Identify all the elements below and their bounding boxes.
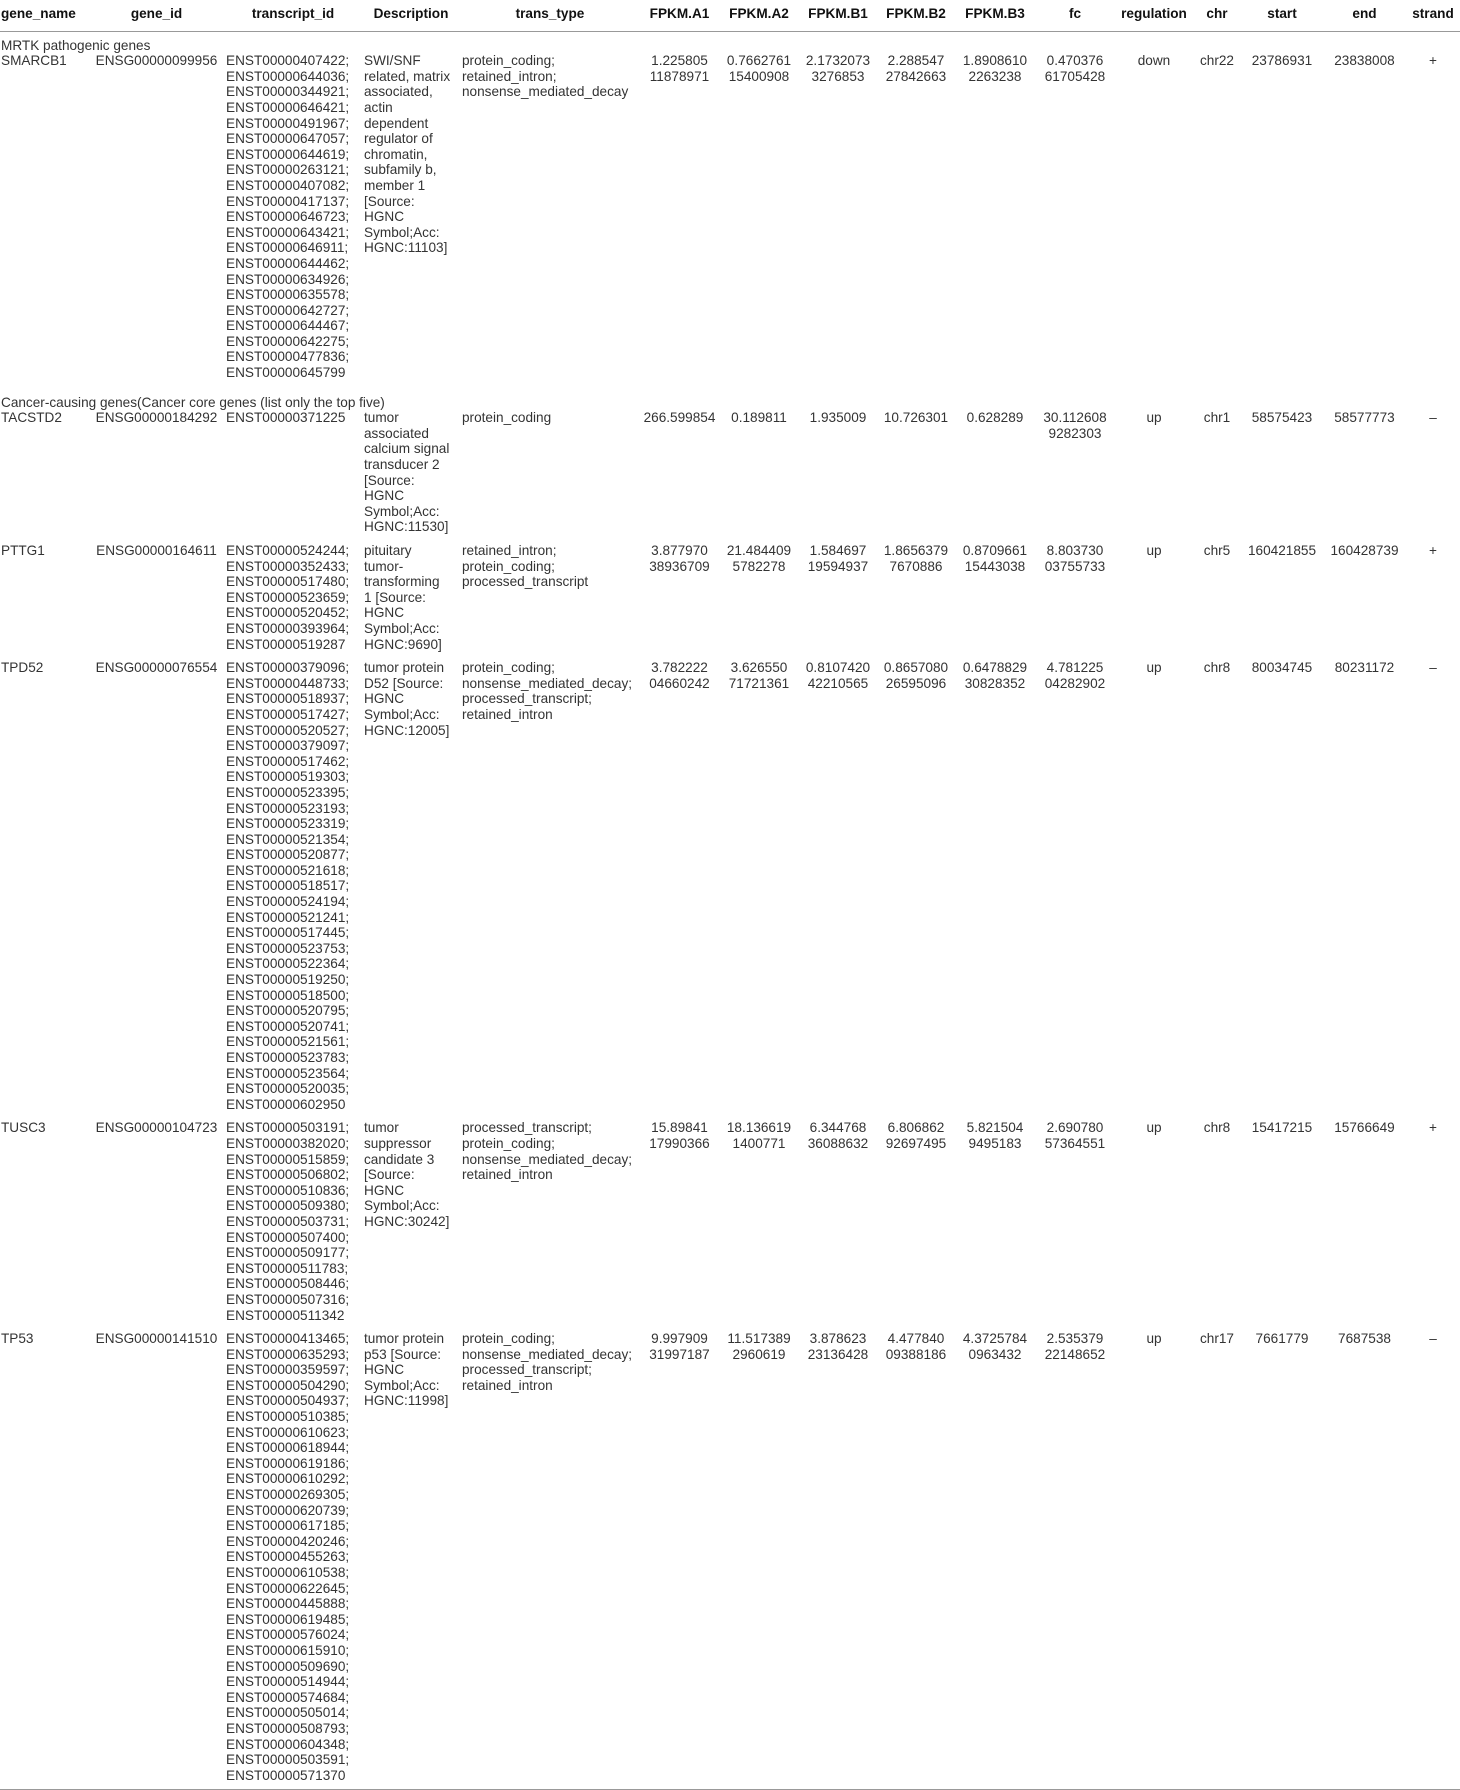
- header-row: [0, 0, 1460, 31]
- transcript-id-cell: ENST00000524244; ENST00000352433; ENST00000517480; ENST00000523659; ENST00000520452; ENST00000393964; ENST00000519287: [226, 543, 350, 652]
- header-fpkm-b3: FPKM.B3: [955, 0, 1035, 31]
- strand-cell: +: [1429, 53, 1437, 69]
- description-cell: tumor protein p53 [Source: HGNC Symbol;Acc: HGNC:11998]: [362, 1331, 460, 1790]
- fpkm-a1-cell: 3.782222 04660242: [649, 660, 710, 691]
- regulation-cell: up: [1146, 660, 1162, 676]
- transcript-id-cell: ENST00000413465; ENST00000635293; ENST00000359597; ENST00000504290; ENST00000504937; ENST00000510385; ENST00000610623; ENST00000618944; ENST00000619186; ENST00000610292; ENST00000269305; ENST00000620739; ENST00000617185; ENST00000420246; ENST00000455263; ENST00000610538; ENST00000622645; ENST00000445888; ENST00000619485; ENST00000576024; ENST00000615910; ENST00000509690; ENST00000514944; ENST00000574684; ENST00000505014; ENST00000508793; ENST00000604348; ENST00000503591; ENST00000571370: [224, 1331, 362, 1790]
- regulation-cell: up: [1115, 1331, 1193, 1790]
- table-row: [0, 543, 1460, 660]
- trans-type-cell: processed_transcript; protein_coding; nonsense_mediated_decay; retained_intron: [462, 1120, 633, 1183]
- fpkm-b2-cell: 10.726301: [883, 410, 949, 426]
- table-row: [0, 53, 1460, 388]
- description-cell: tumor protein D52 [Source: HGNC Symbol;Acc: HGNC:12005]: [364, 660, 450, 738]
- fpkm-b3-cell: 1.8908610 2263238: [962, 53, 1028, 84]
- fpkm-a2-cell: 18.136619 1400771: [726, 1120, 792, 1151]
- fpkm-b2-cell: 6.806862 92697495: [885, 1120, 947, 1151]
- trans-type-cell: protein_coding; retained_intron; nonsense_mediated_decay: [462, 53, 629, 100]
- strand-cell: +: [1429, 543, 1437, 558]
- fpkm-b3-cell: 0.6478829 30828352: [962, 660, 1028, 691]
- fpkm-a2-cell: 0.7662761 15400908: [726, 53, 792, 84]
- header-fpkm-a2: FPKM.A2: [719, 0, 799, 31]
- strand-cell: –: [1429, 660, 1437, 676]
- strand-cell: –: [1406, 1331, 1460, 1790]
- header-strand: strand: [1406, 0, 1460, 31]
- trans-type-cell: protein_coding; nonsense_mediated_decay; processed_transcript; retained_intron: [460, 1331, 640, 1790]
- end-cell: 23838008: [1334, 53, 1395, 69]
- fpkm-b2-cell: 2.288547 27842663: [885, 53, 947, 84]
- fpkm-a1-cell: 266.599854: [643, 410, 716, 426]
- fpkm-b2-cell: 4.477840 09388186: [877, 1331, 955, 1790]
- chr-cell: chr1: [1203, 410, 1231, 426]
- start-cell: 58575423: [1251, 410, 1313, 426]
- start-cell: 15417215: [1251, 1120, 1313, 1136]
- end-cell: 160428739: [1330, 543, 1399, 558]
- transcript-id-cell: ENST00000407422; ENST00000644036; ENST00000344921; ENST00000646421; ENST00000491967; ENST00000647057; ENST00000644619; ENST00000263121; ENST00000407082; ENST00000417137; ENST00000646723; ENST00000643421; ENST00000646911; ENST00000644462; ENST00000634926; ENST00000635578; ENST00000642727; ENST00000644467; ENST00000642275; ENST00000477836; ENST00000645799: [226, 53, 350, 381]
- fpkm-a1-cell: 1.225805 11878971: [649, 53, 710, 84]
- regulation-cell: up: [1146, 410, 1162, 426]
- fc-cell: 4.781225 04282902: [1044, 660, 1106, 691]
- chr-cell: chr5: [1203, 543, 1231, 558]
- regulation-cell: up: [1146, 1120, 1162, 1136]
- section-header-row: [0, 389, 1460, 411]
- section-title: Cancer-causing genes(Cancer core genes (list only the top five): [1, 394, 385, 410]
- transcript-id-cell: ENST00000379096; ENST00000448733; ENST00000518937; ENST00000517427; ENST00000520527; ENST00000379097; ENST00000517462; ENST00000519303; ENST00000523395; ENST00000523193; ENST00000523319; ENST00000521354; ENST00000520877; ENST00000521618; ENST00000518517; ENST00000524194; ENST00000521241; ENST00000517445; ENST00000523753; ENST00000522364; ENST00000519250; ENST00000518500; ENST00000520795; ENST00000520741; ENST00000521561; ENST00000523783; ENST00000523564; ENST00000520035; ENST00000602950: [226, 660, 350, 1112]
- end-cell: 15766649: [1334, 1120, 1395, 1136]
- end-cell: 80231172: [1334, 660, 1395, 676]
- table-row: [0, 410, 1460, 543]
- header-transcript-id: transcript_id: [224, 0, 362, 31]
- chr-cell: chr17: [1193, 1331, 1241, 1790]
- gene-name-cell: TPD52: [1, 660, 44, 676]
- chr-cell: chr8: [1203, 660, 1231, 676]
- table-body: [0, 31, 1460, 1790]
- fpkm-a2-cell: 11.517389 2960619: [719, 1331, 799, 1790]
- table-row: [0, 1120, 1460, 1331]
- strand-cell: –: [1429, 410, 1437, 426]
- gene-name-cell: TUSC3: [1, 1120, 46, 1136]
- fpkm-b3-cell: 4.3725784 0963432: [955, 1331, 1035, 1790]
- header-fpkm-b2: FPKM.B2: [877, 0, 955, 31]
- trans-type-cell: protein_coding; nonsense_mediated_decay; processed_transcript; retained_intron: [462, 660, 633, 722]
- transcript-id-cell: ENST00000371225: [226, 410, 346, 426]
- fpkm-b1-cell: 1.584697 19594937: [807, 543, 869, 574]
- transcript-id-cell: ENST00000503191; ENST00000382020; ENST00000515859; ENST00000506802; ENST00000510836; ENST00000509380; ENST00000503731; ENST00000507400; ENST00000509177; ENST00000511783; ENST00000508446; ENST00000507316; ENST00000511342: [226, 1120, 350, 1323]
- gene-name-cell: TACSTD2: [1, 410, 62, 426]
- trans-type-cell: retained_intron; protein_coding; processed_transcript: [462, 543, 589, 590]
- start-cell: 160421855: [1247, 543, 1317, 558]
- chr-cell: chr22: [1199, 53, 1234, 69]
- table-row: [0, 660, 1460, 1120]
- header-gene-id: gene_id: [89, 0, 224, 31]
- fc-cell: 8.803730 03755733: [1044, 543, 1106, 574]
- header-fpkm-b1: FPKM.B1: [799, 0, 877, 31]
- regulation-cell: down: [1137, 53, 1171, 69]
- trans-type-cell: protein_coding: [462, 410, 552, 426]
- gene-id-cell: ENSG00000099956: [95, 53, 218, 69]
- fpkm-b1-cell: 0.8107420 42210565: [805, 660, 871, 691]
- fc-cell: 0.470376 61705428: [1044, 53, 1106, 84]
- start-cell: 7661779: [1241, 1331, 1323, 1790]
- fpkm-b3-cell: 0.628289: [966, 410, 1024, 426]
- fc-cell: 2.690780 57364551: [1044, 1120, 1106, 1151]
- gene-id-cell: ENSG00000141510: [89, 1331, 224, 1790]
- fc-cell: 30.112608 9282303: [1043, 410, 1107, 441]
- fpkm-b1-cell: 2.1732073 3276853: [805, 53, 871, 84]
- gene-name-cell: SMARCB1: [1, 53, 67, 69]
- header-fc: fc: [1035, 0, 1115, 31]
- fpkm-a2-cell: 21.484409 5782278: [726, 543, 792, 574]
- table-row: [0, 1331, 1460, 1790]
- fpkm-a1-cell: 9.997909 31997187: [640, 1331, 719, 1790]
- fpkm-b2-cell: 1.8656379 7670886: [883, 543, 949, 574]
- description-cell: tumor associated calcium signal transducer 2 [Source: HGNC Symbol;Acc: HGNC:11530]: [364, 410, 450, 535]
- description-cell: tumor suppressor candidate 3 [Source: HGNC Symbol;Acc: HGNC:30242]: [364, 1120, 450, 1229]
- strand-cell: +: [1429, 1120, 1437, 1136]
- header-regulation: regulation: [1115, 0, 1193, 31]
- header-trans-type: trans_type: [460, 0, 640, 31]
- section-header-row: [0, 31, 1460, 53]
- fc-cell: 2.535379 22148652: [1035, 1331, 1115, 1790]
- fpkm-b3-cell: 5.821504 9495183: [966, 1120, 1024, 1151]
- gene-name-cell: TP53: [0, 1331, 89, 1790]
- gene-id-cell: ENSG00000104723: [95, 1120, 218, 1136]
- end-cell: 7687538: [1323, 1331, 1406, 1790]
- start-cell: 23786931: [1251, 53, 1313, 69]
- header-end: end: [1323, 0, 1406, 31]
- fpkm-a2-cell: 0.189811: [731, 410, 787, 426]
- fpkm-a1-cell: 15.89841 17990366: [649, 1120, 710, 1151]
- fpkm-a1-cell: 3.877970 38936709: [649, 543, 710, 574]
- fpkm-b1-cell: 6.344768 36088632: [807, 1120, 869, 1151]
- gene-name-cell: PTTG1: [1, 543, 45, 558]
- fpkm-b1-cell: 3.878623 23136428: [799, 1331, 877, 1790]
- header-chr: chr: [1193, 0, 1241, 31]
- start-cell: 80034745: [1251, 660, 1313, 676]
- header-description: Description: [362, 0, 460, 31]
- fpkm-b3-cell: 0.8709661 15443038: [962, 543, 1028, 574]
- gene-id-cell: ENSG00000184292: [95, 410, 218, 426]
- header-fpkm-a1: FPKM.A1: [640, 0, 719, 31]
- description-cell: SWI/SNF related, matrix associated, actin dependent regulator of chromatin, subfamily b, member 1 [Source: HGNC Symbol;Acc: HGNC:11103]: [364, 53, 451, 256]
- gene-id-cell: ENSG00000076554: [95, 660, 218, 676]
- fpkm-a2-cell: 3.626550 71721361: [728, 660, 790, 691]
- fpkm-b1-cell: 1.935009: [809, 410, 867, 426]
- description-cell: pituitary tumor- transforming 1 [Source: HGNC Symbol;Acc: HGNC:9690]: [364, 543, 442, 652]
- gene-id-cell: ENSG00000164611: [96, 543, 217, 558]
- section-title: MRTK pathogenic genes: [1, 37, 151, 53]
- regulation-cell: up: [1146, 543, 1162, 558]
- fpkm-b2-cell: 0.8657080 26595096: [883, 660, 949, 691]
- chr-cell: chr8: [1203, 1120, 1231, 1136]
- header-gene-name: gene_name: [0, 0, 89, 31]
- header-start: start: [1241, 0, 1323, 31]
- end-cell: 58577773: [1334, 410, 1395, 426]
